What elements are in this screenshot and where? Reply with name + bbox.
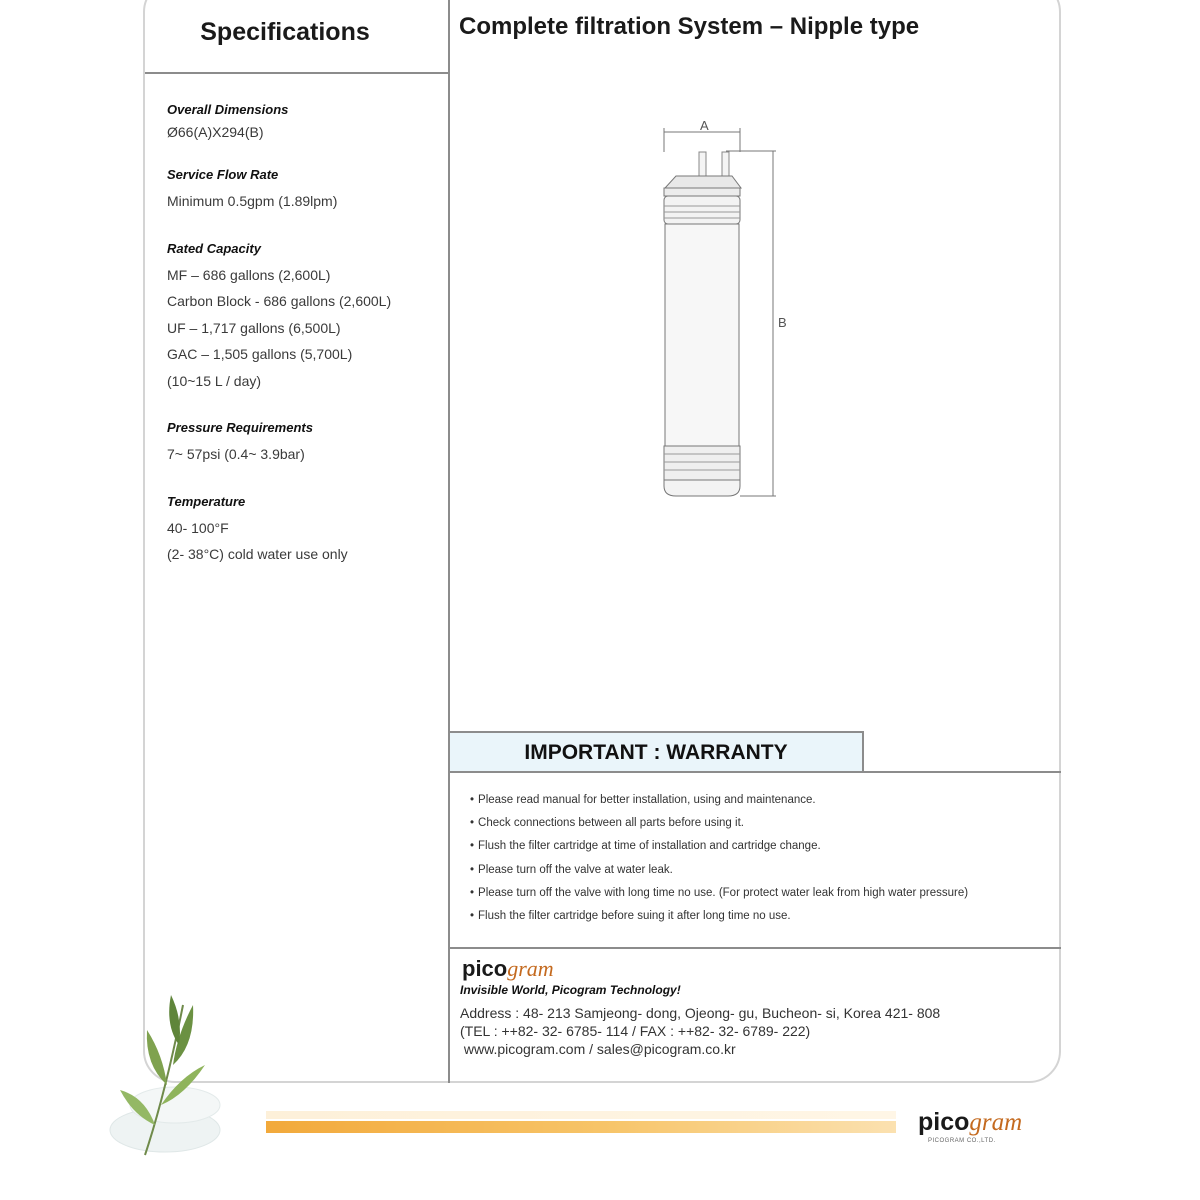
spec-header-rule	[145, 72, 448, 74]
product-title: Complete filtration System – Nipple type	[459, 13, 920, 40]
spec-value: Carbon Block - 686 gallons (2,600L)	[167, 293, 392, 309]
spec-pressure	[167, 420, 442, 468]
list-item: • Please turn off the valve with long time no use. (For protect water leak from high water pressure)	[470, 882, 1060, 905]
dimension-a-label: A	[700, 118, 709, 133]
spec-temperature	[167, 494, 442, 568]
picogram-logo	[462, 956, 554, 982]
footer-stripe-light	[266, 1111, 896, 1119]
logo-text-italic: gram	[969, 1109, 1023, 1136]
dimension-b-label: B	[778, 315, 787, 330]
spec-label: Pressure Requirements	[167, 420, 313, 435]
contact-info	[460, 1004, 940, 1058]
spec-value: Ø66(A)X294(B)	[167, 124, 264, 140]
list-item: • Please turn off the valve at water leak.	[470, 859, 1060, 882]
picogram-logo-footer	[918, 1108, 1022, 1137]
spec-value: 7~ 57psi (0.4~ 3.9bar)	[167, 446, 305, 462]
logo-text-bold: pico	[462, 956, 508, 981]
list-item: • Flush the filter cartridge before suing it after long time no use.	[470, 905, 1060, 928]
spec-label: Overall Dimensions	[167, 102, 289, 117]
footer-rule	[450, 947, 1061, 949]
company-tagline: Invisible World, Picogram Technology!	[460, 983, 681, 997]
warranty-list	[470, 789, 1060, 928]
spec-value: GAC – 1,505 gallons (5,700L)	[167, 346, 353, 362]
list-item: • Flush the filter cartridge at time of installation and cartridge change.	[470, 835, 1060, 858]
spec-label: Rated Capacity	[167, 240, 261, 256]
column-divider	[448, 0, 450, 1083]
warranty-rule	[864, 771, 1061, 773]
spec-value: (10~15 L / day)	[167, 372, 262, 389]
spec-value: UF – 1,717 gallons (6,500L)	[167, 319, 341, 336]
spec-flow-rate	[167, 167, 442, 215]
warranty-title: IMPORTANT : WARRANTY	[524, 741, 788, 764]
address-line: Address : 48- 213 Samjeong- dong, Ojeong- gu, Bucheon- si, Korea 421- 808	[460, 1005, 941, 1021]
list-item: • Check connections between all parts before using it.	[470, 812, 1060, 835]
logo-text-bold: pico	[918, 1108, 970, 1136]
spec-value: 40- 100°F	[167, 519, 229, 536]
spec-value: (2- 38°C) cold water use only	[167, 546, 348, 562]
phone-fax-line: (TEL : ++82- 32- 6785- 114 / FAX : ++82- 32- 6789- 222)	[460, 1023, 811, 1039]
filter-cartridge-diagram	[640, 112, 820, 507]
list-item: • Please read manual for better installation, using and maintenance.	[470, 789, 1060, 812]
spec-value: Minimum 0.5gpm (1.89lpm)	[167, 193, 338, 209]
specifications-title: Specifications	[200, 18, 370, 46]
spec-label: Temperature	[167, 493, 246, 509]
spec-capacity	[167, 241, 442, 395]
spec-value: MF – 686 gallons (2,600L)	[167, 266, 331, 283]
spec-dimensions	[167, 102, 442, 141]
warranty-header	[450, 731, 864, 773]
footer-stripe	[266, 1121, 896, 1133]
logo-text-italic: gram	[507, 956, 554, 981]
web-email-line: www.picogram.com / sales@picogram.co.kr	[460, 1041, 736, 1057]
spec-label: Service Flow Rate	[167, 167, 279, 182]
herb-leaf-decoration	[105, 985, 265, 1165]
specifications-list	[167, 102, 442, 594]
company-name: PICOGRAM CO.,LTD.	[928, 1138, 996, 1144]
